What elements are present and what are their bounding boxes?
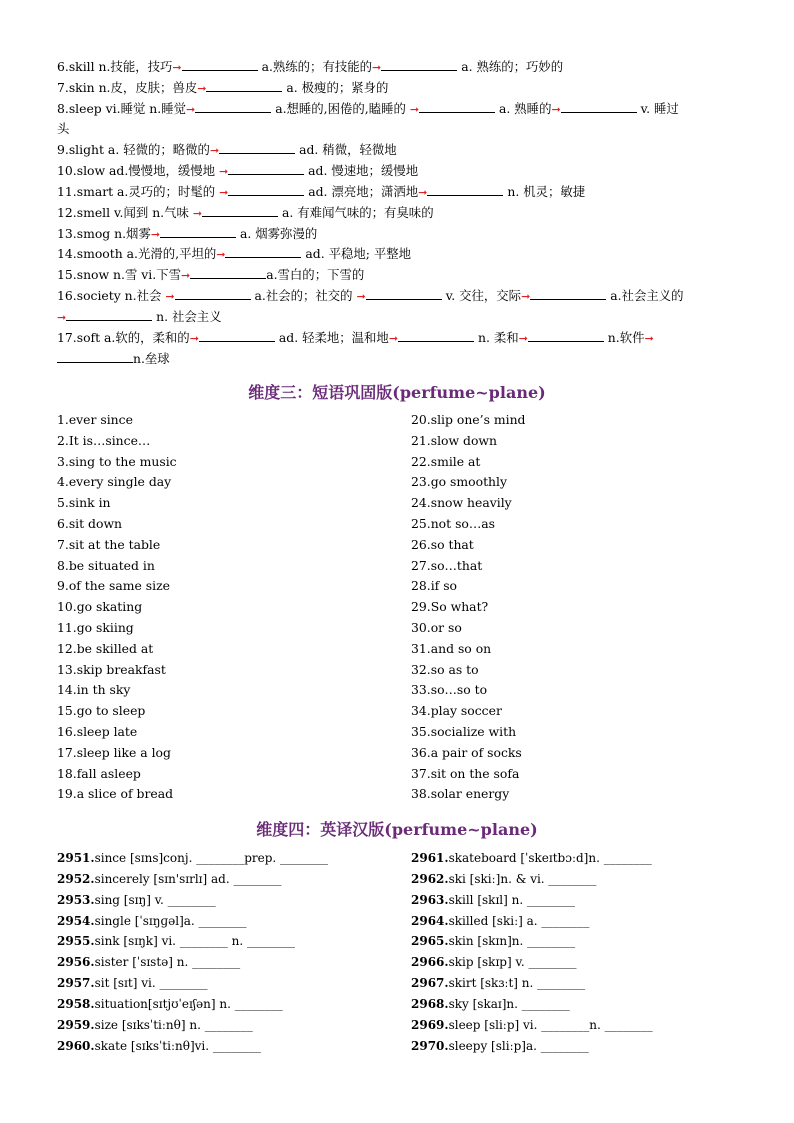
word-line-snow: 15.snow n.雪 vi.下雪➞ a.雪白的；下雪的 xyxy=(57,267,365,282)
arrow-icon: ➞ xyxy=(165,290,175,303)
word-line-skin: 7.skin n.皮，皮肤；兽皮➞ a. 极瘦的；紧身的 xyxy=(57,80,389,95)
word-line-slight: 9.slight a. 轻微的；略微的➞ ad. 稍微，轻微地 xyxy=(57,142,397,157)
answer-blank[interactable] xyxy=(219,142,295,154)
phrases-left-column xyxy=(57,410,177,805)
phrase-item: 3.sing to the music xyxy=(57,453,177,469)
vocab-item xyxy=(57,1036,328,1057)
vocab-item xyxy=(57,994,328,1015)
arrow-icon: ➞ xyxy=(418,186,428,199)
arrow-icon: ➞ xyxy=(189,332,199,345)
phrase-item: 1.ever since xyxy=(57,412,133,427)
vocab-number: 2955. xyxy=(57,934,95,949)
phrase-item: 15.go to sleep xyxy=(57,703,146,719)
phrase-item: 37.sit on the sofa xyxy=(411,765,520,781)
vocab-number: 2963. xyxy=(411,892,449,907)
vocab-entry: sleep [sliːp] vi. ________n. ________ xyxy=(448,1017,653,1032)
word-line-society-cont: ➞ n. 社会主义 xyxy=(57,309,222,324)
phrase-item: 28.if so xyxy=(411,578,458,594)
vocab-number: 2962. xyxy=(411,871,449,886)
arrow-icon: ➞ xyxy=(216,248,226,261)
vocab-item xyxy=(57,931,328,952)
arrow-icon: ➞ xyxy=(521,290,531,303)
word-line-slow: 10.slow ad.慢慢地，缓慢地 ➞ ad. 慢速地；缓慢地 xyxy=(57,163,419,178)
phrase-item: 23.go smoothly xyxy=(411,474,507,490)
phrase-item: 5.sink in xyxy=(57,495,111,511)
phrase-item: 22.smile at xyxy=(411,453,481,469)
phrase-item: 29.So what? xyxy=(411,599,489,615)
phrase-item: 26.so that xyxy=(411,536,474,552)
vocab-entry: skilled [skiː] a. ________ xyxy=(448,913,590,928)
answer-blank[interactable] xyxy=(206,80,282,92)
vocab-entry: sleepy [sliːp]a. ________ xyxy=(448,1038,589,1053)
vocab-number: 2967. xyxy=(411,976,449,991)
phrase-item: 21.slow down xyxy=(411,432,498,448)
phrase-item: 33.so…so to xyxy=(411,682,488,698)
answer-blank[interactable] xyxy=(419,101,495,113)
vocab-number: 2958. xyxy=(57,996,95,1011)
section3-heading: 维度三：短语巩固版(perfume~plane) xyxy=(248,383,546,402)
word-line-smart: 11.smart a.灵巧的；时髦的 ➞ ad. 漂亮地；潇洒地➞ n. 机灵；敏捷 xyxy=(57,184,586,199)
answer-blank[interactable] xyxy=(190,267,266,279)
arrow-icon: ➞ xyxy=(192,207,203,220)
answer-blank[interactable] xyxy=(199,330,275,342)
vocab-item xyxy=(411,1015,653,1036)
phrase-item: 7.sit at the table xyxy=(57,536,161,552)
vocab-number: 2961. xyxy=(411,851,449,865)
answer-blank[interactable] xyxy=(225,246,301,258)
answer-blank[interactable] xyxy=(57,351,133,363)
vocab-number: 2956. xyxy=(57,955,95,970)
vocab-entry: situation[sɪtjʊˈeɪʃən] n. ________ xyxy=(94,996,283,1011)
answer-blank[interactable] xyxy=(366,288,442,300)
phrase-item: 12.be skilled at xyxy=(57,640,154,656)
answer-blank[interactable] xyxy=(195,101,271,113)
vocab-entry: skin [skɪn]n. ________ xyxy=(448,934,576,949)
phrase-item: 34.play soccer xyxy=(411,703,502,719)
phrase-item: 31.and so on xyxy=(411,640,492,656)
phrase-item: 38.solar energy xyxy=(411,786,510,802)
phrase-item: 25.not so…as xyxy=(411,515,496,531)
arrow-icon: ➞ xyxy=(388,332,399,345)
vocab-number: 2966. xyxy=(411,955,449,970)
arrow-icon: ➞ xyxy=(409,103,420,116)
phrase-item: 19.a slice of bread xyxy=(57,786,174,802)
vocab-entry: sing [sɪŋ] v. ________ xyxy=(94,892,216,907)
vocab-number: 2965. xyxy=(411,934,449,949)
vocab-item xyxy=(411,952,653,973)
arrow-icon: ➞ xyxy=(150,228,161,241)
word-line-sleep-cont: 头 xyxy=(57,121,70,136)
vocab-number: 2968. xyxy=(411,996,449,1011)
arrow-icon: ➞ xyxy=(186,103,196,116)
phrase-item: 36.a pair of socks xyxy=(411,744,522,760)
word-line-smell: 12.smell v.闻到 n.气味 ➞ a. 有难闻气味的；有臭味的 xyxy=(57,205,434,220)
vocab-entry: skip [skɪp] v. ________ xyxy=(448,955,577,970)
phrase-item: 35.socialize with xyxy=(411,723,517,739)
phrase-item: 10.go skating xyxy=(57,599,143,615)
vocab-item xyxy=(411,869,653,890)
answer-blank[interactable] xyxy=(381,59,457,71)
word-line-smog: 13.smog n.烟雾➞ a. 烟雾弥漫的 xyxy=(57,226,318,241)
vocab-entry: sincerely [sɪn'sɪrlɪ] ad. ________ xyxy=(94,871,282,886)
phrase-item: 32.so as to xyxy=(411,661,479,677)
vocab-item xyxy=(411,973,653,994)
arrow-icon: ➞ xyxy=(180,269,191,282)
phrase-item: 4.every single day xyxy=(57,474,172,490)
vocab-entry: single [ˈsɪŋɡəl]a. ________ xyxy=(94,913,247,928)
vocab-number: 2952. xyxy=(57,871,95,886)
vocab-item xyxy=(57,890,328,911)
answer-blank[interactable] xyxy=(175,288,251,300)
section4-heading: 维度四：英译汉版(perfume~plane) xyxy=(256,820,538,839)
arrow-icon: ➞ xyxy=(218,165,229,178)
vocab-number: 2954. xyxy=(57,913,95,928)
vocab-entry: skirt [skɜːt] n. ________ xyxy=(448,976,586,991)
arrow-icon: ➞ xyxy=(372,61,382,74)
vocab-number: 2969. xyxy=(411,1017,449,1032)
phrase-item: 6.sit down xyxy=(57,515,123,531)
arrow-icon: ➞ xyxy=(219,186,229,199)
vocab-item xyxy=(411,1036,653,1057)
vocab-item xyxy=(411,848,653,869)
vocab-number: 2960. xyxy=(57,1038,95,1053)
answer-blank[interactable] xyxy=(528,330,604,342)
answer-blank[interactable] xyxy=(228,184,304,196)
word-line-soft-cont: n.垒球 xyxy=(57,351,170,367)
arrow-icon: ➞ xyxy=(209,144,220,157)
vocab-item xyxy=(57,973,328,994)
vocab-item xyxy=(411,994,653,1015)
answer-blank[interactable] xyxy=(427,184,503,196)
vocab-item xyxy=(57,911,328,932)
phrase-item: 24.snow heavily xyxy=(411,495,512,511)
arrow-icon: ➞ xyxy=(518,332,528,345)
vocab-left-column xyxy=(57,848,328,1056)
phrase-item: 27.so…that xyxy=(411,557,483,573)
vocab-item xyxy=(57,848,328,869)
vocab-item xyxy=(411,911,653,932)
answer-blank[interactable] xyxy=(202,205,278,217)
vocab-entry: skate [sɪksˈtiːnθ]vi. ________ xyxy=(94,1038,261,1053)
vocab-entry: sister [ˈsɪstə] n. ________ xyxy=(94,955,241,970)
answer-blank[interactable] xyxy=(66,309,152,321)
vocab-item xyxy=(411,931,653,952)
phrase-item: 2.It is…since… xyxy=(57,432,151,448)
word-line-society: 16.society n.社会 ➞ a.社会的；社交的 ➞ v. 交往，交际➞ a.社会主义的 xyxy=(57,288,684,303)
phrase-item: 13.skip breakfast xyxy=(57,661,166,677)
vocab-entry: ski [skiː]n. & vi. ________ xyxy=(448,871,597,886)
vocab-item xyxy=(57,869,328,890)
answer-blank[interactable] xyxy=(160,226,236,238)
vocab-entry: size [sɪksˈtiːnθ] n. ________ xyxy=(94,1017,253,1032)
vocab-entry: sit [sɪt] vi. ________ xyxy=(94,976,208,991)
arrow-icon: ➞ xyxy=(197,82,207,95)
arrow-icon: ➞ xyxy=(172,61,182,74)
arrow-icon: ➞ xyxy=(644,332,654,345)
answer-blank[interactable] xyxy=(398,330,474,342)
phrase-item: 17.sleep like a log xyxy=(57,744,171,760)
vocab-item xyxy=(57,952,328,973)
vocab-number: 2951. xyxy=(57,851,95,865)
phrase-item: 16.sleep late xyxy=(57,723,138,739)
phrases-right-column xyxy=(411,410,526,805)
word-line-smooth: 14.smooth a.光滑的,平坦的➞ ad. 平稳地; 平整地 xyxy=(57,246,412,261)
vocab-right-column xyxy=(411,848,653,1056)
answer-blank[interactable] xyxy=(228,163,304,175)
vocab-entry: sky [skaɪ]n. ________ xyxy=(448,996,570,1011)
arrow-icon: ➞ xyxy=(356,290,366,303)
vocab-number: 2970. xyxy=(411,1038,449,1053)
vocab-number: 2957. xyxy=(57,976,95,991)
word-line-soft: 17.soft a.软的，柔和的➞ ad. 轻柔地；温和地➞ n. 柔和➞ n.软件➞ xyxy=(57,330,654,345)
word-line-skill: 6.skill n.技能，技巧➞ a.熟练的；有技能的➞ a. 熟练的；巧妙的 xyxy=(57,59,564,74)
vocab-number: 2964. xyxy=(411,913,449,928)
vocab-number: 2953. xyxy=(57,892,95,907)
arrow-icon: ➞ xyxy=(57,311,67,324)
answer-blank[interactable] xyxy=(530,288,606,300)
vocab-entry: skill [skɪl] n. ________ xyxy=(448,892,575,907)
vocab-entry: since [sɪns]conj. ________prep. ________ xyxy=(94,851,329,865)
arrow-icon: ➞ xyxy=(551,103,561,116)
phrase-item: 20.slip one’s mind xyxy=(411,412,526,427)
answer-blank[interactable] xyxy=(561,101,637,113)
phrase-item: 14.in th sky xyxy=(57,682,131,698)
phrase-item: 9.of the same size xyxy=(57,578,170,594)
vocab-item xyxy=(57,1015,328,1036)
phrase-item: 11.go skiing xyxy=(57,619,134,635)
phrase-item: 30.or so xyxy=(411,619,462,635)
word-line-sleep: 8.sleep vi.睡觉 n.睡觉➞ a.想睡的,困倦的,瞌睡的 ➞ a. 熟睡的➞ v. 睡过 xyxy=(57,101,679,116)
vocab-number: 2959. xyxy=(57,1017,95,1032)
vocab-entry: sink [sɪŋk] vi. ________ n. ________ xyxy=(94,934,295,949)
vocab-item xyxy=(411,890,653,911)
answer-blank[interactable] xyxy=(182,59,258,71)
vocab-entry: skateboard [ˈskeɪtbɔːd]n. ________ xyxy=(448,851,652,865)
phrase-item: 18.fall asleep xyxy=(57,765,141,781)
phrase-item: 8.be situated in xyxy=(57,557,155,573)
